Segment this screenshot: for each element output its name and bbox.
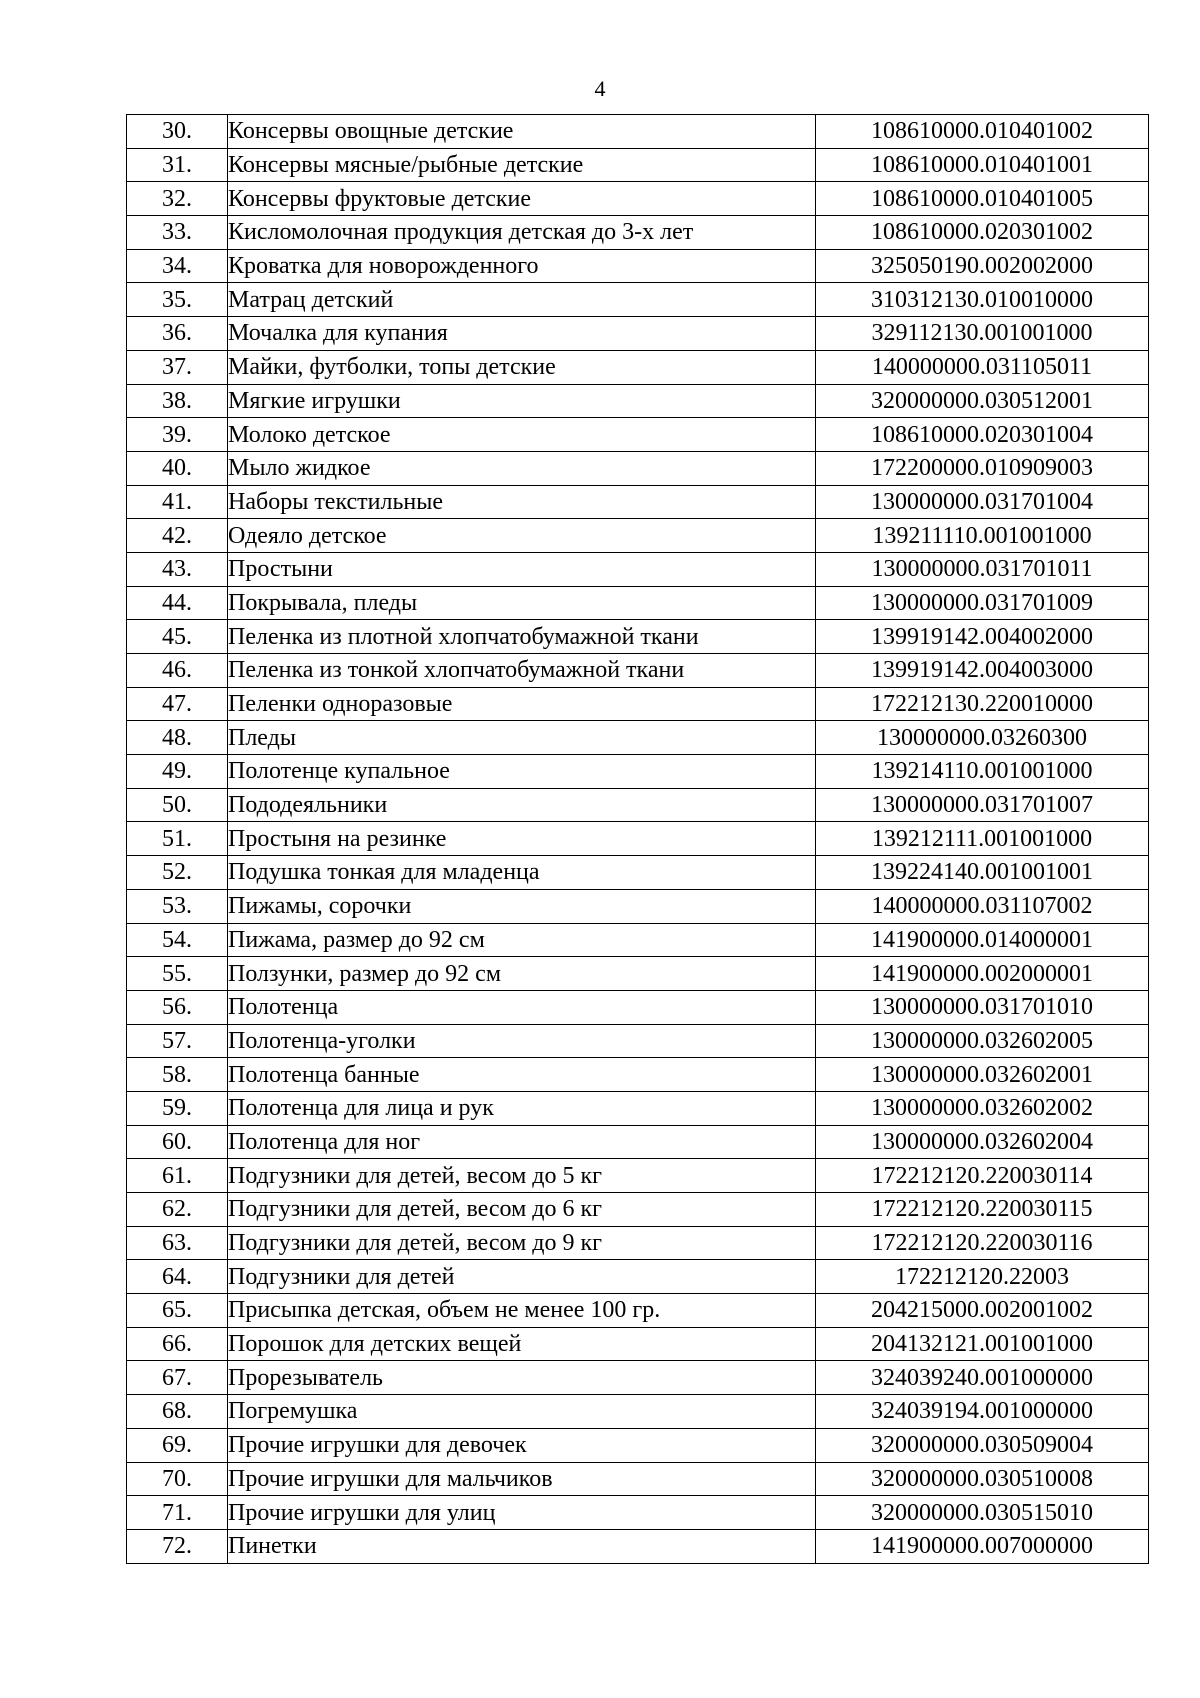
row-number: 59.	[127, 1091, 228, 1125]
item-code: 130000000.032602001	[816, 1058, 1149, 1092]
row-number: 34.	[127, 249, 228, 283]
table-row	[127, 1529, 1149, 1563]
item-code: 141900000.007000000	[816, 1529, 1149, 1563]
table-row	[127, 923, 1149, 957]
item-name: Прочие игрушки для улиц	[228, 1496, 816, 1530]
table-row	[127, 1091, 1149, 1125]
item-name: Пеленка из плотной хлопчатобумажной ткани	[228, 620, 816, 654]
item-name: Присыпка детская, объем не менее 100 гр.	[228, 1294, 816, 1328]
item-code: 172212120.220030116	[816, 1226, 1149, 1260]
table-row	[127, 451, 1149, 485]
row-number: 47.	[127, 687, 228, 721]
item-code: 172212120.220030114	[816, 1159, 1149, 1193]
item-code: 310312130.010010000	[816, 283, 1149, 317]
item-name: Простыня на резинке	[228, 822, 816, 856]
item-code: 108610000.010401001	[816, 148, 1149, 182]
table-row	[127, 552, 1149, 586]
item-code: 139919142.004003000	[816, 654, 1149, 688]
row-number: 69.	[127, 1428, 228, 1462]
row-number: 67.	[127, 1361, 228, 1395]
table-row	[127, 889, 1149, 923]
row-number: 36.	[127, 317, 228, 351]
table-row	[127, 148, 1149, 182]
item-code: 130000000.031701007	[816, 788, 1149, 822]
item-name: Подгузники для детей, весом до 9 кг	[228, 1226, 816, 1260]
item-code: 108610000.010401005	[816, 182, 1149, 216]
item-code: 320000000.030515010	[816, 1496, 1149, 1530]
item-name: Полотенца банные	[228, 1058, 816, 1092]
item-name: Подушка тонкая для младенца	[228, 856, 816, 890]
item-code: 130000000.03260300	[816, 721, 1149, 755]
item-name: Порошок для детских вещей	[228, 1327, 816, 1361]
table-row	[127, 990, 1149, 1024]
item-name: Консервы фруктовые детские	[228, 182, 816, 216]
item-code: 172200000.010909003	[816, 451, 1149, 485]
row-number: 72.	[127, 1529, 228, 1563]
table-row	[127, 1496, 1149, 1530]
row-number: 60.	[127, 1125, 228, 1159]
table-row	[127, 115, 1149, 149]
row-number: 53.	[127, 889, 228, 923]
item-code: 108610000.020301004	[816, 418, 1149, 452]
row-number: 51.	[127, 822, 228, 856]
table-row	[127, 620, 1149, 654]
table-row	[127, 1395, 1149, 1429]
item-name: Подгузники для детей, весом до 5 кг	[228, 1159, 816, 1193]
table-row	[127, 1058, 1149, 1092]
item-code: 204132121.001001000	[816, 1327, 1149, 1361]
item-name: Ползунки, размер до 92 см	[228, 957, 816, 991]
table-row	[127, 1193, 1149, 1227]
item-code: 139919142.004002000	[816, 620, 1149, 654]
item-name: Прочие игрушки для мальчиков	[228, 1462, 816, 1496]
row-number: 66.	[127, 1327, 228, 1361]
item-code: 140000000.031105011	[816, 350, 1149, 384]
table-row	[127, 1125, 1149, 1159]
table-row	[127, 586, 1149, 620]
row-number: 57.	[127, 1024, 228, 1058]
item-code: 139211110.001001000	[816, 519, 1149, 553]
row-number: 58.	[127, 1058, 228, 1092]
table-row	[127, 1294, 1149, 1328]
row-number: 41.	[127, 485, 228, 519]
item-code: 108610000.020301002	[816, 216, 1149, 250]
item-name: Одеяло детское	[228, 519, 816, 553]
item-name: Мягкие игрушки	[228, 384, 816, 418]
table-row	[127, 755, 1149, 789]
item-name: Наборы текстильные	[228, 485, 816, 519]
row-number: 64.	[127, 1260, 228, 1294]
item-name: Полотенца для ног	[228, 1125, 816, 1159]
item-code: 130000000.031701009	[816, 586, 1149, 620]
item-name: Пледы	[228, 721, 816, 755]
row-number: 35.	[127, 283, 228, 317]
item-name: Полотенца	[228, 990, 816, 1024]
table-row	[127, 283, 1149, 317]
item-name: Молоко детское	[228, 418, 816, 452]
table-row	[127, 1024, 1149, 1058]
row-number: 40.	[127, 451, 228, 485]
item-name: Полотенце купальное	[228, 755, 816, 789]
table-row	[127, 317, 1149, 351]
item-name: Консервы мясные/рыбные детские	[228, 148, 816, 182]
row-number: 70.	[127, 1462, 228, 1496]
item-name: Пижамы, сорочки	[228, 889, 816, 923]
item-name: Майки, футболки, топы детские	[228, 350, 816, 384]
table-row	[127, 216, 1149, 250]
goods-table-body	[127, 115, 1149, 1564]
row-number: 37.	[127, 350, 228, 384]
item-name: Полотенца для лица и рук	[228, 1091, 816, 1125]
row-number: 71.	[127, 1496, 228, 1530]
table-row	[127, 856, 1149, 890]
row-number: 38.	[127, 384, 228, 418]
table-row	[127, 182, 1149, 216]
item-name: Пеленки одноразовые	[228, 687, 816, 721]
item-code: 172212120.22003	[816, 1260, 1149, 1294]
item-code: 108610000.010401002	[816, 115, 1149, 149]
table-row	[127, 1159, 1149, 1193]
item-name: Матрац детский	[228, 283, 816, 317]
item-name: Простыни	[228, 552, 816, 586]
item-name: Кисломолочная продукция детская до 3-х лет	[228, 216, 816, 250]
table-row	[127, 1226, 1149, 1260]
table-row	[127, 687, 1149, 721]
item-code: 204215000.002001002	[816, 1294, 1149, 1328]
row-number: 62.	[127, 1193, 228, 1227]
row-number: 68.	[127, 1395, 228, 1429]
row-number: 32.	[127, 182, 228, 216]
table-row	[127, 350, 1149, 384]
item-code: 139212111.001001000	[816, 822, 1149, 856]
item-name: Погремушка	[228, 1395, 816, 1429]
table-row	[127, 1462, 1149, 1496]
item-name: Прорезыватель	[228, 1361, 816, 1395]
row-number: 42.	[127, 519, 228, 553]
item-name: Подгузники для детей	[228, 1260, 816, 1294]
row-number: 30.	[127, 115, 228, 149]
item-code: 320000000.030510008	[816, 1462, 1149, 1496]
item-name: Мочалка для купания	[228, 317, 816, 351]
table-row	[127, 957, 1149, 991]
table-row	[127, 654, 1149, 688]
table-row	[127, 249, 1149, 283]
row-number: 46.	[127, 654, 228, 688]
row-number: 63.	[127, 1226, 228, 1260]
row-number: 50.	[127, 788, 228, 822]
item-name: Пододеяльники	[228, 788, 816, 822]
item-code: 325050190.002002000	[816, 249, 1149, 283]
row-number: 48.	[127, 721, 228, 755]
item-code: 130000000.032602005	[816, 1024, 1149, 1058]
table-row	[127, 418, 1149, 452]
table-row	[127, 1428, 1149, 1462]
item-name: Консервы овощные детские	[228, 115, 816, 149]
row-number: 65.	[127, 1294, 228, 1328]
item-name: Пинетки	[228, 1529, 816, 1563]
item-code: 130000000.032602002	[816, 1091, 1149, 1125]
table-row	[127, 822, 1149, 856]
table-row	[127, 788, 1149, 822]
item-name: Подгузники для детей, весом до 6 кг	[228, 1193, 816, 1227]
item-name: Полотенца-уголки	[228, 1024, 816, 1058]
row-number: 39.	[127, 418, 228, 452]
row-number: 43.	[127, 552, 228, 586]
row-number: 31.	[127, 148, 228, 182]
item-name: Пеленка из тонкой хлопчатобумажной ткани	[228, 654, 816, 688]
table-row	[127, 485, 1149, 519]
goods-table	[126, 114, 1149, 1564]
item-code: 130000000.031701010	[816, 990, 1149, 1024]
row-number: 56.	[127, 990, 228, 1024]
item-code: 329112130.001001000	[816, 317, 1149, 351]
table-row	[127, 1260, 1149, 1294]
item-name: Кроватка для новорожденного	[228, 249, 816, 283]
item-code: 130000000.031701011	[816, 552, 1149, 586]
item-code: 139214110.001001000	[816, 755, 1149, 789]
page-number: 4	[594, 76, 606, 101]
item-name: Прочие игрушки для девочек	[228, 1428, 816, 1462]
item-name: Покрывала, пледы	[228, 586, 816, 620]
row-number: 45.	[127, 620, 228, 654]
item-code: 130000000.031701004	[816, 485, 1149, 519]
table-row	[127, 721, 1149, 755]
item-code: 320000000.030512001	[816, 384, 1149, 418]
row-number: 44.	[127, 586, 228, 620]
table-row	[127, 1361, 1149, 1395]
table-row	[127, 384, 1149, 418]
item-code: 141900000.002000001	[816, 957, 1149, 991]
row-number: 61.	[127, 1159, 228, 1193]
row-number: 55.	[127, 957, 228, 991]
item-code: 324039240.001000000	[816, 1361, 1149, 1395]
row-number: 52.	[127, 856, 228, 890]
item-code: 172212120.220030115	[816, 1193, 1149, 1227]
item-code: 324039194.001000000	[816, 1395, 1149, 1429]
item-name: Пижама, размер до 92 см	[228, 923, 816, 957]
item-code: 139224140.001001001	[816, 856, 1149, 890]
item-code: 320000000.030509004	[816, 1428, 1149, 1462]
row-number: 33.	[127, 216, 228, 250]
table-row	[127, 1327, 1149, 1361]
item-code: 130000000.032602004	[816, 1125, 1149, 1159]
row-number: 49.	[127, 755, 228, 789]
table-row	[127, 519, 1149, 553]
item-code: 172212130.220010000	[816, 687, 1149, 721]
item-code: 141900000.014000001	[816, 923, 1149, 957]
item-name: Мыло жидкое	[228, 451, 816, 485]
item-code: 140000000.031107002	[816, 889, 1149, 923]
row-number: 54.	[127, 923, 228, 957]
